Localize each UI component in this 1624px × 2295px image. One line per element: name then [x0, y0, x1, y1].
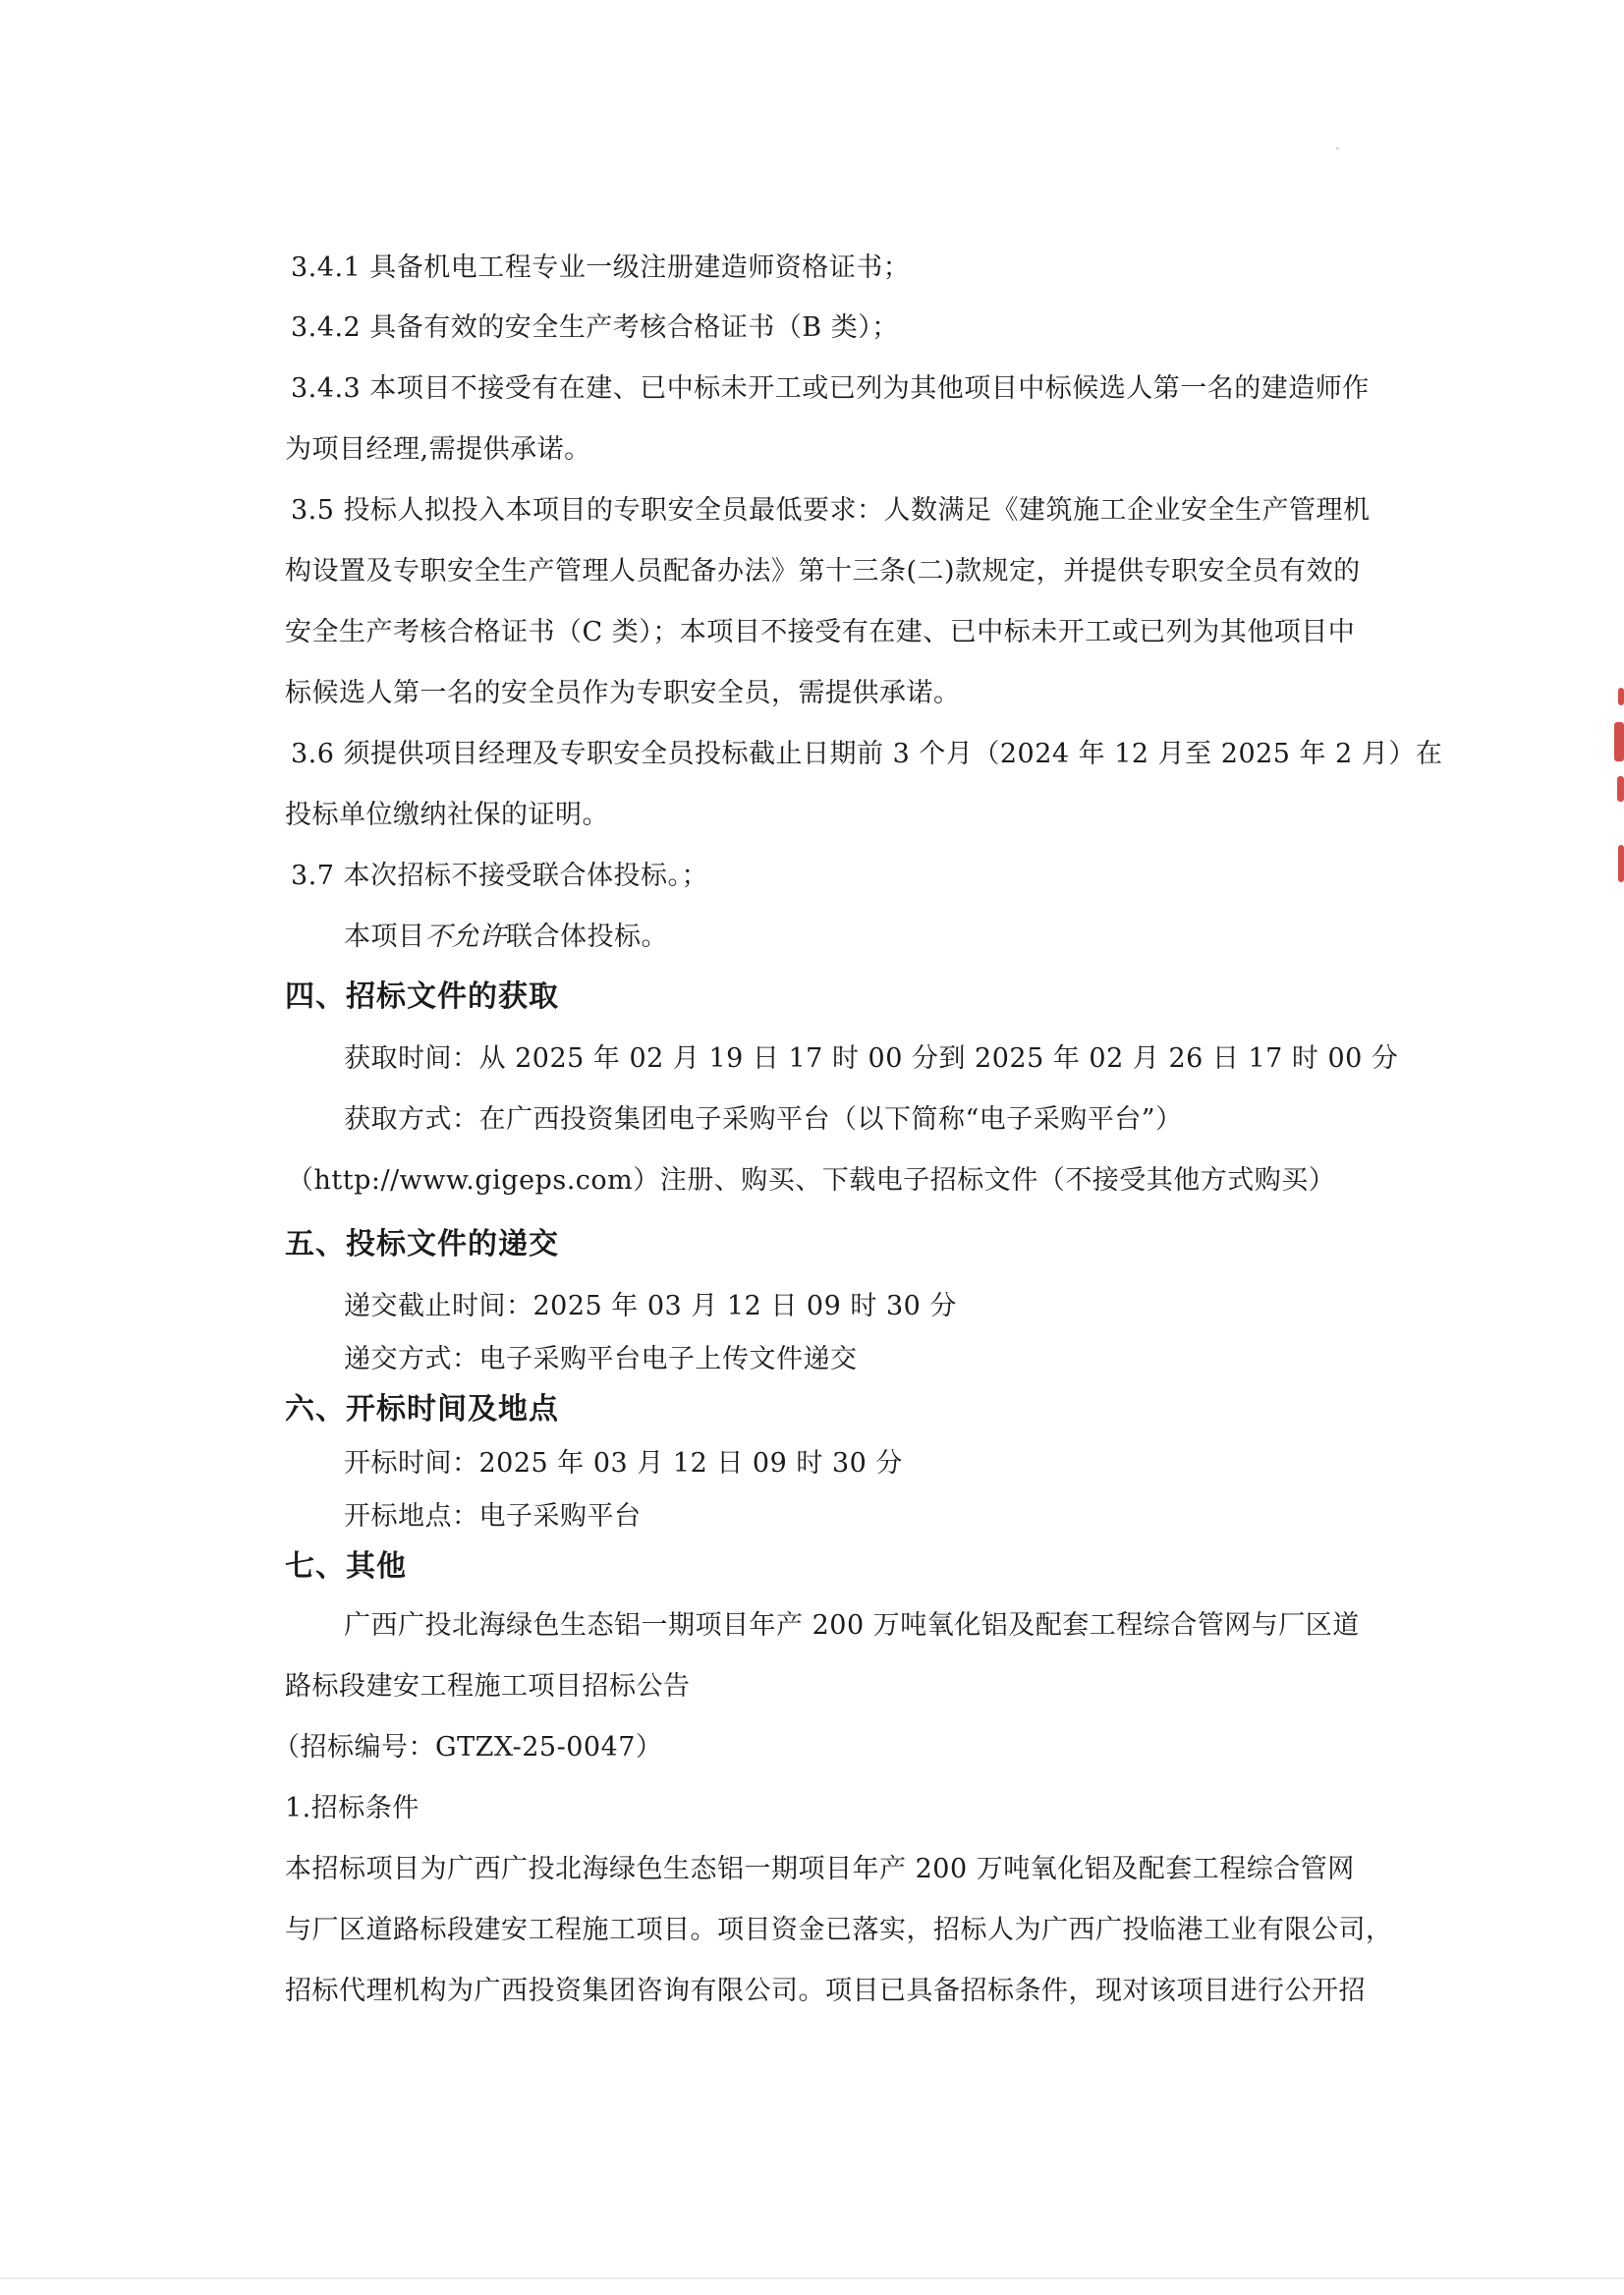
seal-edge-mark — [1618, 688, 1624, 705]
clause-3-7-note-pre: 本项目 — [344, 922, 425, 952]
clause-3-6-line1: 3.6 须提供项目经理及专职安全员投标截止日期前 3 个月（2024 年 12 月至 2025 年 2 月）在 — [291, 739, 1443, 769]
scan-speck — [1336, 147, 1339, 149]
seal-edge-mark — [1614, 722, 1624, 761]
seal-edge-mark — [1617, 776, 1624, 802]
submit-method: 递交方式：电子采购平台电子上传文件递交 — [344, 1344, 858, 1374]
opening-place: 开标地点：电子采购平台 — [344, 1501, 642, 1532]
section-4-heading: 四、招标文件的获取 — [285, 980, 559, 1014]
submit-deadline: 递交截止时间：2025 年 03 月 12 日 09 时 30 分 — [344, 1291, 957, 1321]
acquire-time: 获取时间：从 2025 年 02 月 19 日 17 时 00 分到 2025 年 02 月 26 日 17 时 00 分 — [344, 1043, 1399, 1074]
tender-conditions-line1: 本招标项目为广西广投北海绿色生态铝一期项目年产 200 万吨氧化铝及配套工程综合管网 — [285, 1854, 1355, 1884]
subsection-1-title: 1.招标条件 — [285, 1793, 420, 1823]
tender-conditions-line3: 招标代理机构为广西投资集团咨询有限公司。项目已具备招标条件，现对该项目进行公开招 — [285, 1976, 1366, 2006]
clause-3-7-note-post: 联合体投标。 — [506, 922, 668, 952]
section-5-heading: 五、投标文件的递交 — [285, 1227, 559, 1261]
section-6-heading: 六、开标时间及地点 — [285, 1392, 559, 1427]
clause-3-6-line2: 投标单位缴纳社保的证明。 — [285, 800, 609, 830]
clause-3-5-line4: 标候选人第一名的安全员作为专职安全员，需提供承诺。 — [285, 678, 961, 708]
notice-title-line1: 广西广投北海绿色生态铝一期项目年产 200 万吨氧化铝及配套工程综合管网与厂区道 — [344, 1610, 1360, 1641]
opening-time: 开标时间：2025 年 03 月 12 日 09 时 30 分 — [344, 1448, 903, 1479]
clause-3-4-3-line2: 为项目经理,需提供承诺。 — [285, 434, 591, 465]
clause-3-5-line3: 安全生产考核合格证书（C 类）；本项目不接受有在建、已中标未开工或已列为其他项目中 — [285, 617, 1356, 647]
clause-3-4-2: 3.4.2 具备有效的安全生产考核合格证书（B 类）； — [291, 312, 899, 343]
clause-3-7-note — [344, 920, 668, 955]
tender-code: （招标编号：GTZX-25-0047） — [273, 1732, 663, 1763]
clause-3-4-3-line1: 3.4.3 本项目不接受有在建、已中标未开工或已列为其他项目中标候选人第一名的建造师作 — [291, 373, 1370, 404]
clause-3-7-note-italic: 不允许 — [424, 922, 506, 952]
seal-edge-mark — [1618, 845, 1624, 882]
notice-title-line2: 路标段建安工程施工项目招标公告 — [285, 1671, 691, 1702]
clause-3-4-1: 3.4.1 具备机电工程专业一级注册建造师资格证书； — [291, 252, 911, 283]
tender-conditions-line2: 与厂区道路标段建安工程施工项目。项目资金已落实，招标人为广西广投临港工业有限公司， — [285, 1915, 1393, 1945]
clause-3-7: 3.7 本次招标不接受联合体投标。； — [291, 861, 709, 891]
clause-3-5-line1: 3.5 投标人拟投入本项目的专职安全员最低要求：人数满足《建筑施工企业安全生产管理机 — [291, 495, 1371, 526]
acquire-method-line1: 获取方式：在广西投资集团电子采购平台（以下简称“电子采购平台”） — [344, 1104, 1183, 1135]
scan-bottom-edge — [0, 2277, 1624, 2279]
section-7-heading: 七、其他 — [285, 1549, 407, 1584]
clause-3-5-line2: 构设置及专职安全生产管理人员配备办法》第十三条(二)款规定，并提供专职安全员有效的 — [285, 556, 1361, 587]
acquire-method-line2: （http://www.gigeps.com）注册、购买、下载电子招标文件（不接受其他方式购买） — [287, 1165, 1336, 1196]
